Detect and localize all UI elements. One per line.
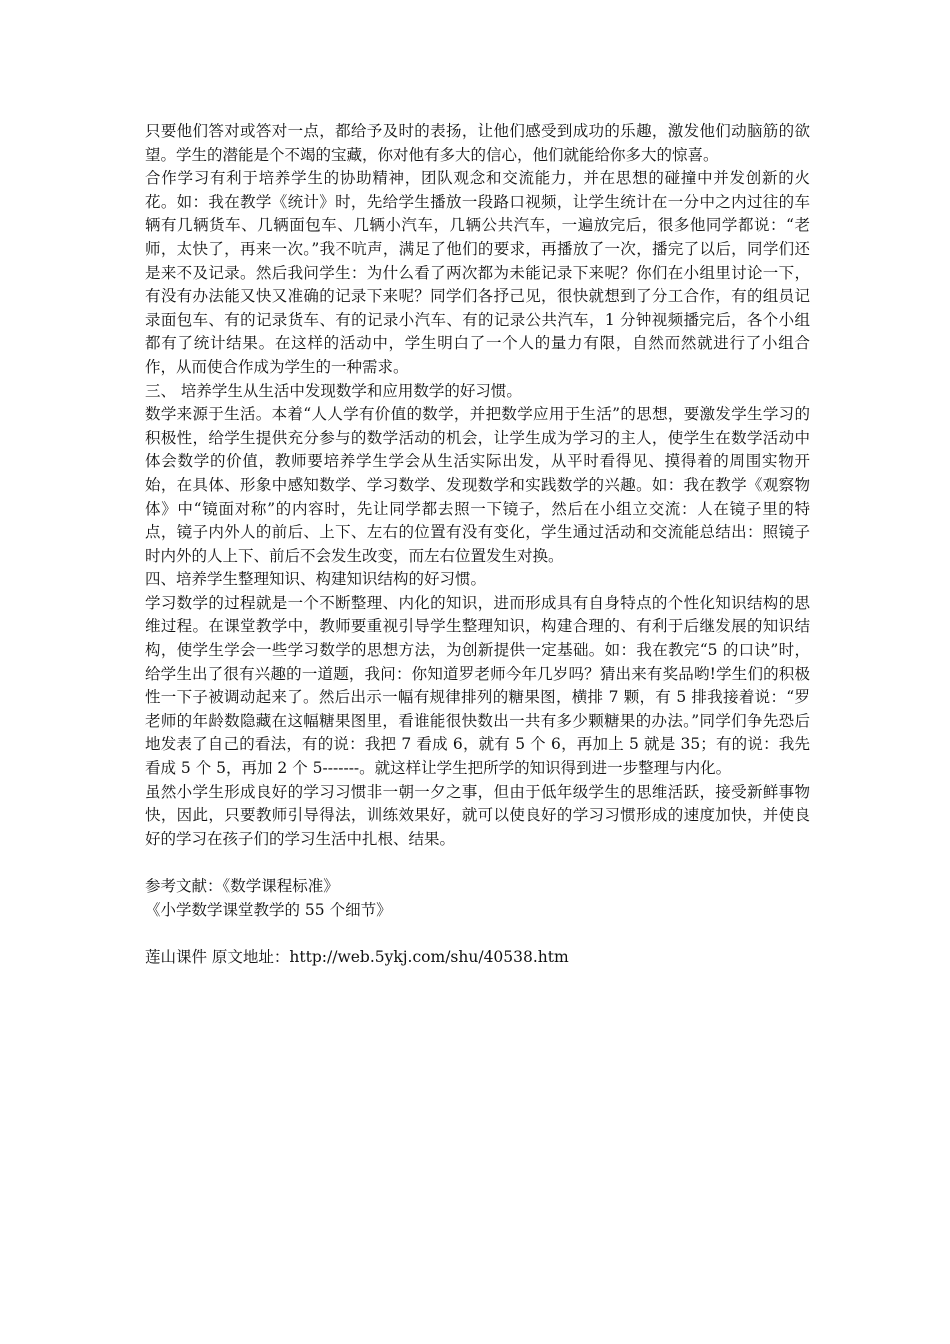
paragraph-knowledge-structure: 学习数学的过程就是一个不断整理、内化的知识，进而形成具有自身特点的个性化知识结构的思维过程。在课堂教学中，教师要重视引导学生整理知识，构建合理的、有利于后继发展的知识结构，使学生学会一些学习数学的思想方法，为创新提供一定基础。如：我在教完“5 的口诀”时，给学生出了很有兴趣的一道题，我问：你知道罗老师今年几岁吗？猜出来有奖品哟!学生们的积极性一下子被调动起来了。然后出示一幅有规律排列的糖果图，横排 7 颗，有 5 排我接着说：“罗老师的年龄数隐藏在这幅糖果图里，看谁能很快数出一共有多少颗糖果的办法。”同学们争先恐后地发表了自己的看法，有的说：我把 7 看成 6，就有 5 个 6，再加上 5 就是 35；有的说：我先看成 5 个 5，再加 2 个 5-------。就这样让学生把所学的知识得到进一步整理与内化。	[145, 593, 810, 778]
reference-line-1: 参考文献：《数学课程标准》	[145, 877, 339, 895]
heading-section-four: 四、培养学生整理知识、构建知识结构的好习惯。	[145, 570, 487, 589]
spacer	[145, 922, 810, 946]
document-body	[145, 120, 810, 969]
paragraph-cooperation: 合作学习有利于培养学生的协助精神，团队观念和交流能力，并在思想的碰撞中并发创新的火花。如：我在教学《统计》时，先给学生播放一段路口视频，让学生统计在一分中之内过往的车辆有几辆货车、几辆面包车、几辆小汽车，几辆公共汽车，一遍放完后，很多他同学都说：“老师，太快了，再来一次。”我不吭声，满足了他们的要求，再播放了一次，播完了以后，同学们还是来不及记录。然后我问学生：为什么看了两次都为未能记录下来呢？你们在小组里讨论一下，有没有办法能又快又准确的记录下来呢？同学们各抒己见，很快就想到了分工合作，有的组员记录面包车、有的记录货车、有的记录小汽车、有的记录公共汽车，1 分钟视频播完后，各个小组都有了统计结果。在这样的活动中，学生明白了一个人的量力有限，自然而然就进行了小组合作，从而使合作成为学生的一种需求。	[145, 169, 810, 376]
spacer	[145, 851, 810, 875]
paragraph-conclusion: 虽然小学生形成良好的学习习惯非一朝一夕之事，但由于低年级学生的思维活跃，接受新鲜事物快，因此，只要教师引导得法，训练效果好，就可以使良好的学习习惯形成的速度加快，并使良好的学习在孩子们的学习生活中扎根、结果。	[145, 782, 810, 848]
reference-line-2: 《小学数学课堂教学的 55 个细节》	[145, 900, 392, 919]
paragraph-math-from-life: 数学来源于生活。本着“人人学有价值的数学，并把数学应用于生活”的思想，要激发学生学习的积极性，给学生提供充分参与的数学活动的机会，让学生成为学习的主人，使学生在数学活动中体会数学的价值，教师要培养学生学会从生活实际出发，从平时看得见、摸得着的周围实物开始，在具体、形象中感知数学、学习数学、发现数学和实践数学的兴趣。如：我在教学《观察物体》中“镜面对称”的内容时，先让同学都去照一下镜子，然后在小组立交流：人在镜子里的特点，镜子内外人的前后、上下、左右的位置有没有变化，学生通过活动和交流能总结出：照镜子时内外的人上下、前后不会发生改变，而左右位置发生对换。	[145, 405, 810, 565]
paragraph-praise: 只要他们答对或答对一点，都给予及时的表扬，让他们感受到成功的乐趣，激发他们动脑筋的欲望。学生的潜能是个不竭的宝藏，你对他有多大的信心，他们就能给你多大的惊喜。	[145, 122, 810, 164]
source-line: 莲山课件 原文地址：http://web.5ykj.com/shu/40538.htm	[145, 947, 569, 966]
heading-section-three: 三、 培养学生从生活中发现数学和应用数学的好习惯。	[145, 381, 522, 400]
